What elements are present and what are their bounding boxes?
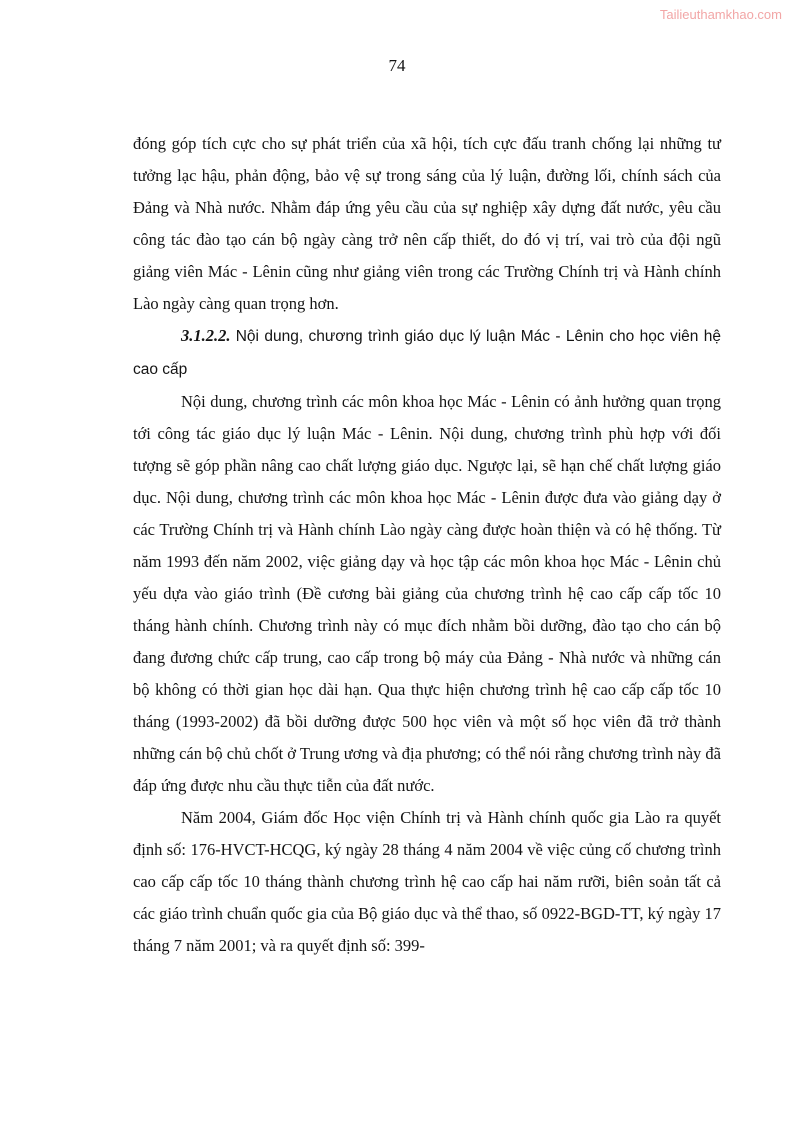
page-number: 74 — [388, 56, 406, 75]
paragraph: đóng góp tích cực cho sự phát triển của xã hội, tích cực đấu tranh chống lại những tư tưởng lạc hậu, phản động, bảo vệ sự trong sáng của lý luận, đường lối, chính sách của Đảng và Nhà nước. Nhằm đáp ứng yêu cầu của sự nghiệp xây dựng đất nước, yêu cầu công tác đào tạo cán bộ ngày càng trở nên cấp thiết, do đó vị trí, vai trò của đội ngũ giảng viên Mác - Lênin cũng như giảng viên trong các Trường Chính trị và Hành chính Lào ngày càng quan trọng hơn. — [133, 134, 721, 313]
section-heading-number: 3.1.2.2. — [181, 326, 236, 345]
watermark: Tailieuthamkhao.com — [659, 7, 782, 22]
page-body — [133, 128, 721, 962]
section-heading — [133, 320, 721, 386]
paragraph: Năm 2004, Giám đốc Học viện Chính trị và Hành chính quốc gia Lào ra quyết định số: 176-HVCT-HCQG, ký ngày 28 tháng 4 năm 2004 về việc củng cố chương trình cao cấp cấp tốc 10 tháng thành chương trình hệ cao cấp hai năm rưỡi, biên soản tất cả các giáo trình chuẩn quốc gia của Bộ giáo dục và thể thao, số 0922-BGD-TT, ký ngày 17 tháng 7 năm 2001; và ra quyết định số: 399- — [133, 808, 721, 955]
paragraph: Nội dung, chương trình các môn khoa học Mác - Lênin có ảnh hưởng quan trọng tới công tác giáo dục lý luận Mác - Lênin. Nội dung, chương trình phù hợp với đối tượng sẽ góp phần nâng cao chất lượng giáo dục. Ngược lại, sẽ hạn chế chất lượng giáo dục. Nội dung, chương trình các môn khoa học Mác - Lênin được đưa vào giảng dạy ở các Trường Chính trị và Hành chính Lào ngày càng được hoàn thiện và có hệ thống. Từ năm 1993 đến năm 2002, việc giảng dạy và học tập các môn khoa học Mác - Lênin chủ yếu dựa vào giáo trình (Đề cương bài giảng của chương trình hệ cao cấp cấp tốc 10 tháng hành chính. Chương trình này có mục đích nhằm bồi dưỡng, đào tạo cho cán bộ đang đương chức cấp trung, cao cấp trong bộ máy của Đảng - Nhà nước và những cán bộ không có thời gian học dài hạn. Qua thực hiện chương trình hệ cao cấp cấp tốc 10 tháng (1993-2002) đã bồi dưỡng được 500 học viên và một số học viên đã trở thành những cán bộ chủ chốt ở Trung ương và địa phương; có thể nói rằng chương trình này đã đáp ứng được nhu cầu thực tiễn của đất nước. — [133, 392, 721, 795]
section-heading-text: Nội dung, chương trình giáo dục lý luận Mác - Lênin cho học viên hệ cao cấp — [133, 328, 722, 378]
